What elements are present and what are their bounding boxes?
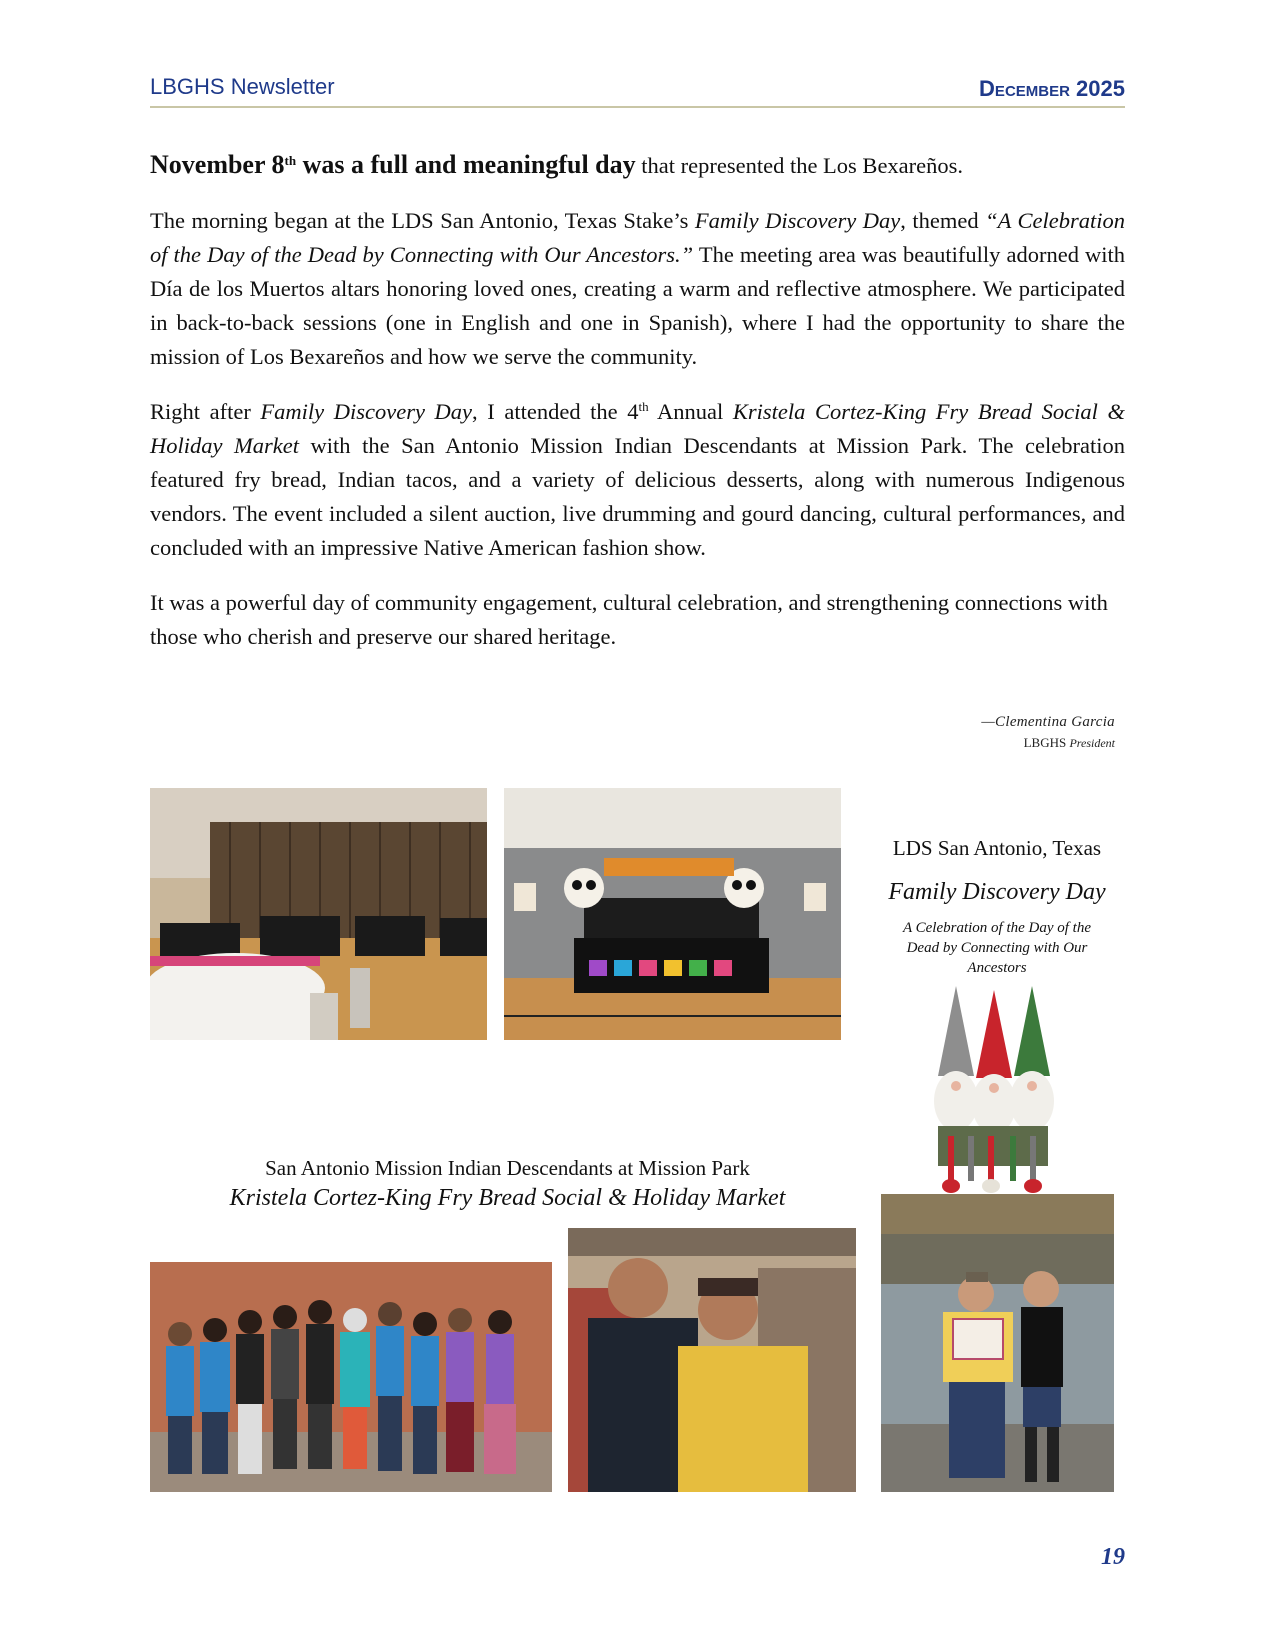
- lead-sup: th: [284, 153, 297, 168]
- photo-day-of-dead-altar: [504, 788, 841, 1040]
- p2-text-a: The morning began at the LDS San Antonio, Texas Stake’s: [150, 208, 695, 233]
- p2-text-b: , themed: [900, 208, 986, 233]
- photo-altars-hall: [150, 788, 487, 1040]
- p3-text-a: Right after: [150, 399, 261, 424]
- lead-rest: that represented the Los Bexareños.: [635, 153, 964, 178]
- caption-lds-location: LDS San Antonio, Texas: [892, 836, 1102, 860]
- caption-lds-theme: A Celebration of the Day of the Dead by Connecting with Our Ancestors: [902, 920, 1092, 976]
- signature-role: President: [1069, 736, 1115, 750]
- p2-italic-1: Family Discovery Day: [694, 208, 901, 233]
- p3-text-b: , I attended the 4: [472, 399, 639, 424]
- caption-mission-org: San Antonio Mission Indian Descendants at Mission Park: [265, 1156, 750, 1180]
- p3-italic-1: Family Discovery Day: [260, 399, 473, 424]
- p3-italic-2: Kristela Cortez-King Fry Bread Social & Holiday Market: [150, 399, 1125, 458]
- p3-text-c: Annual: [648, 399, 733, 424]
- signature-name: —Clementina Garcia: [981, 714, 1115, 730]
- article-body: [150, 148, 1125, 675]
- p3-text-d: with the San Antonio Mission Indian Descendants at Mission Park. The celebration featured fry bread, Indian tacos, and a variety of delicious desserts, along with numerous Indigenous vendors. The event included a silent auction, live drumming and gourd dancing, cultural performances, and concluded with an impressive Native American fashion show.: [150, 433, 1125, 560]
- photo-two-people: [568, 1228, 856, 1492]
- paragraph-2: [150, 204, 1125, 374]
- page-number: 19: [1101, 1544, 1125, 1570]
- issue-date: December 2025: [979, 76, 1125, 101]
- photo-group: [150, 1262, 552, 1492]
- gnomes-illustration: [928, 986, 1058, 1196]
- lead-bold-a: November 8: [150, 150, 285, 179]
- p2-text-c: The meeting area was beautifully adorned with Día de los Muertos altars honoring loved ones, creating a warm and reflective atmosphere. We participated in back-to-back sessions (one in English and one in Spanish), where I had the opportunity to share the mission of Los Bexareños and how we serve the community.: [150, 242, 1125, 369]
- paragraph-4: It was a powerful day of community engagement, cultural celebration, and strengthening connections with those who cherish and preserve our shared heritage.: [150, 590, 1108, 649]
- p2-italic-2: “A Celebration of the Day of the Dead by Connecting with Our Ancestors.”: [150, 208, 1125, 267]
- newsletter-title: LBGHS Newsletter: [150, 74, 335, 99]
- signature-title: [981, 735, 1115, 751]
- p3-sup: th: [638, 399, 649, 414]
- header-divider: [150, 106, 1125, 108]
- lead-bold-b: was a full and meaningful day: [296, 150, 636, 179]
- paragraph-1: [150, 148, 1125, 183]
- paragraph-3: [150, 395, 1125, 565]
- caption-mission-event: Kristela Cortez-King Fry Bread Social & Holiday Market: [229, 1185, 786, 1211]
- caption-lds: [872, 836, 1122, 978]
- photo-award: [881, 1194, 1114, 1492]
- caption-mission: [150, 1156, 865, 1212]
- caption-lds-event: Family Discovery Day: [888, 879, 1106, 905]
- signature-block: [981, 714, 1115, 751]
- signature-org: LBGHS: [1023, 735, 1067, 750]
